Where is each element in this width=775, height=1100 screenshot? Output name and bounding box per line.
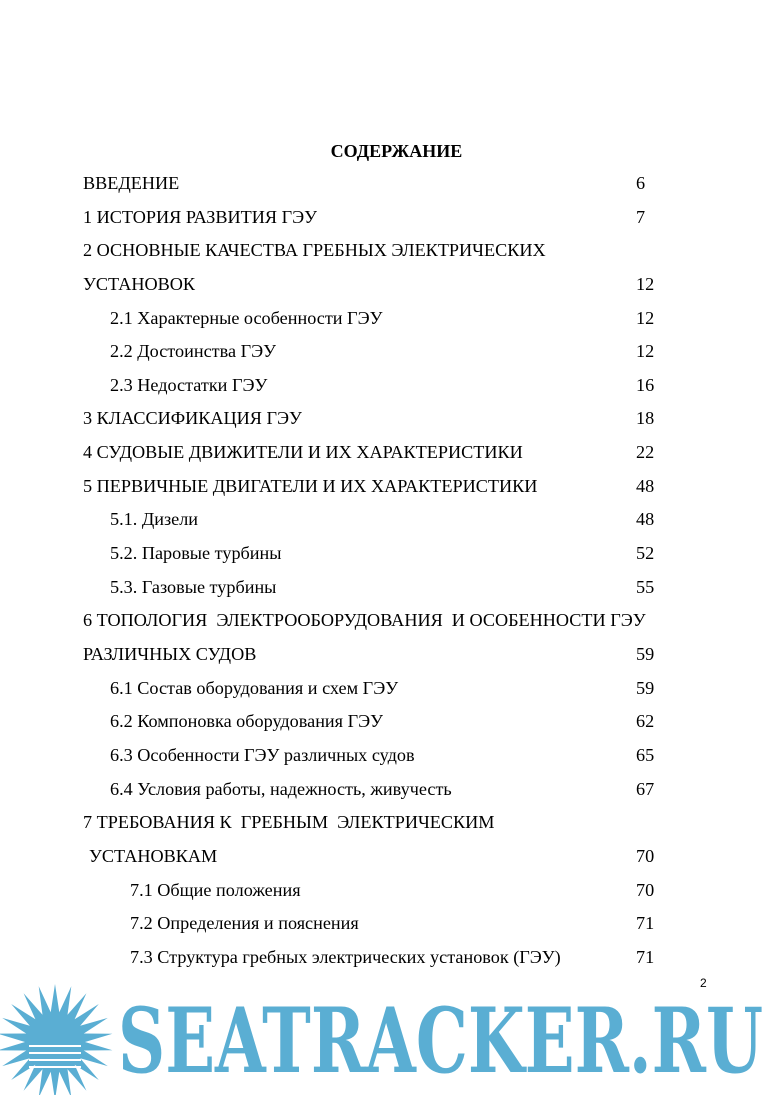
toc-entry — [0, 238, 775, 262]
toc-entry-label: УСТАНОВОК — [83, 274, 196, 294]
toc-entry-label: 6.4 Условия работы, надежность, живучесть — [110, 779, 452, 799]
toc-entry-label: 3 КЛАССИФИКАЦИЯ ГЭУ — [83, 408, 302, 428]
toc-entry-page: 65 — [636, 745, 655, 765]
toc-entry-label: ВВЕДЕНИЕ — [83, 173, 180, 193]
toc-entry-page: 62 — [636, 711, 655, 731]
toc-entry-label: РАЗЛИЧНЫХ СУДОВ — [83, 644, 257, 664]
toc-entry — [0, 339, 775, 363]
toc-entry-page: 12 — [636, 308, 655, 328]
toc-entry-label: 7.3 Структура гребных электрических установок (ГЭУ) — [130, 947, 561, 967]
toc-entry-label: 4 СУДОВЫЕ ДВИЖИТЕЛИ И ИХ ХАРАКТЕРИСТИКИ — [83, 442, 523, 462]
toc-entry — [0, 676, 775, 700]
toc-entry-page: 70 — [636, 880, 655, 900]
toc-entry — [0, 205, 775, 229]
toc-entry-label: 2 ОСНОВНЫЕ КАЧЕСТВА ГРЕБНЫХ ЭЛЕКТРИЧЕСКИХ — [83, 240, 546, 260]
toc-entry — [0, 171, 775, 195]
toc-entry — [0, 810, 775, 834]
toc-entry — [0, 945, 775, 969]
toc-entry-page: 70 — [636, 846, 655, 866]
toc-entry-label: 5 ПЕРВИЧНЫЕ ДВИГАТЕЛИ И ИХ ХАРАКТЕРИСТИКИ — [83, 476, 538, 496]
toc-entry-page: 52 — [636, 543, 655, 563]
toc-entry — [0, 373, 775, 397]
toc-entry-page: 16 — [636, 375, 655, 395]
toc-entry-page: 59 — [636, 678, 655, 698]
toc-entry-page: 18 — [636, 408, 655, 428]
toc-entry-label: 2.1 Характерные особенности ГЭУ — [110, 308, 383, 328]
toc-entry-page: 71 — [636, 913, 655, 933]
toc-entry — [0, 878, 775, 902]
toc-entry-label: 7 ТРЕБОВАНИЯ К ГРЕБНЫМ ЭЛЕКТРИЧЕСКИМ — [83, 812, 495, 832]
toc-entry-label: 7.2 Определения и пояснения — [130, 913, 359, 933]
toc-entry-page: 12 — [636, 274, 655, 294]
toc-entry — [0, 777, 775, 801]
toc-entry-page: 48 — [636, 476, 655, 496]
watermark-text: SEATRACKER.RU — [118, 988, 763, 1094]
sun-icon — [0, 984, 112, 1095]
toc-entry — [0, 541, 775, 565]
toc-entry — [0, 306, 775, 330]
toc-entry-page: 55 — [636, 577, 655, 597]
toc-entry-page: 67 — [636, 779, 655, 799]
toc-entry-label: 7.1 Общие положения — [130, 880, 301, 900]
toc-entry — [0, 911, 775, 935]
toc-entry — [0, 608, 775, 632]
toc-entry-page: 48 — [636, 509, 655, 529]
toc-entry — [0, 272, 775, 296]
toc-entry — [0, 844, 775, 868]
toc-entry — [0, 440, 775, 464]
toc-entry-label: 5.1. Дизели — [110, 509, 199, 529]
toc-entry-label: 1 ИСТОРИЯ РАЗВИТИЯ ГЭУ — [83, 207, 318, 227]
toc-entry — [0, 709, 775, 733]
toc-entry-page: 7 — [636, 207, 646, 227]
toc-entry-label: 2.2 Достоинства ГЭУ — [110, 341, 276, 361]
toc-entry-label: 6 ТОПОЛОГИЯ ЭЛЕКТРООБОРУДОВАНИЯ И ОСОБЕННОСТИ ГЭУ — [83, 610, 646, 630]
toc-entry-label: УСТАНОВКАМ — [89, 846, 218, 866]
toc-entry-page: 71 — [636, 947, 655, 967]
toc-entry-label: 6.2 Компоновка оборудования ГЭУ — [110, 711, 383, 731]
toc-entry — [0, 743, 775, 767]
toc-entry-page: 12 — [636, 341, 655, 361]
toc-entry — [0, 507, 775, 531]
toc-entry — [0, 406, 775, 430]
page-title: СОДЕРЖАНИЕ — [330, 141, 463, 161]
page-number: 2 — [700, 976, 707, 990]
toc-entry-label: 2.3 Недостатки ГЭУ — [110, 375, 268, 395]
toc-entry-label: 5.2. Паровые турбины — [110, 543, 282, 563]
toc-entry — [0, 474, 775, 498]
toc-entry-label: 6.3 Особенности ГЭУ различных судов — [110, 745, 415, 765]
toc-entry-page: 6 — [636, 173, 646, 193]
toc-entry — [0, 642, 775, 666]
toc-entry-label: 6.1 Состав оборудования и схем ГЭУ — [110, 678, 399, 698]
watermark — [0, 980, 775, 1095]
toc-entry — [0, 575, 775, 599]
toc-entry-page: 59 — [636, 644, 655, 664]
toc-entry-label: 5.3. Газовые турбины — [110, 577, 277, 597]
toc-entry-page: 22 — [636, 442, 655, 462]
